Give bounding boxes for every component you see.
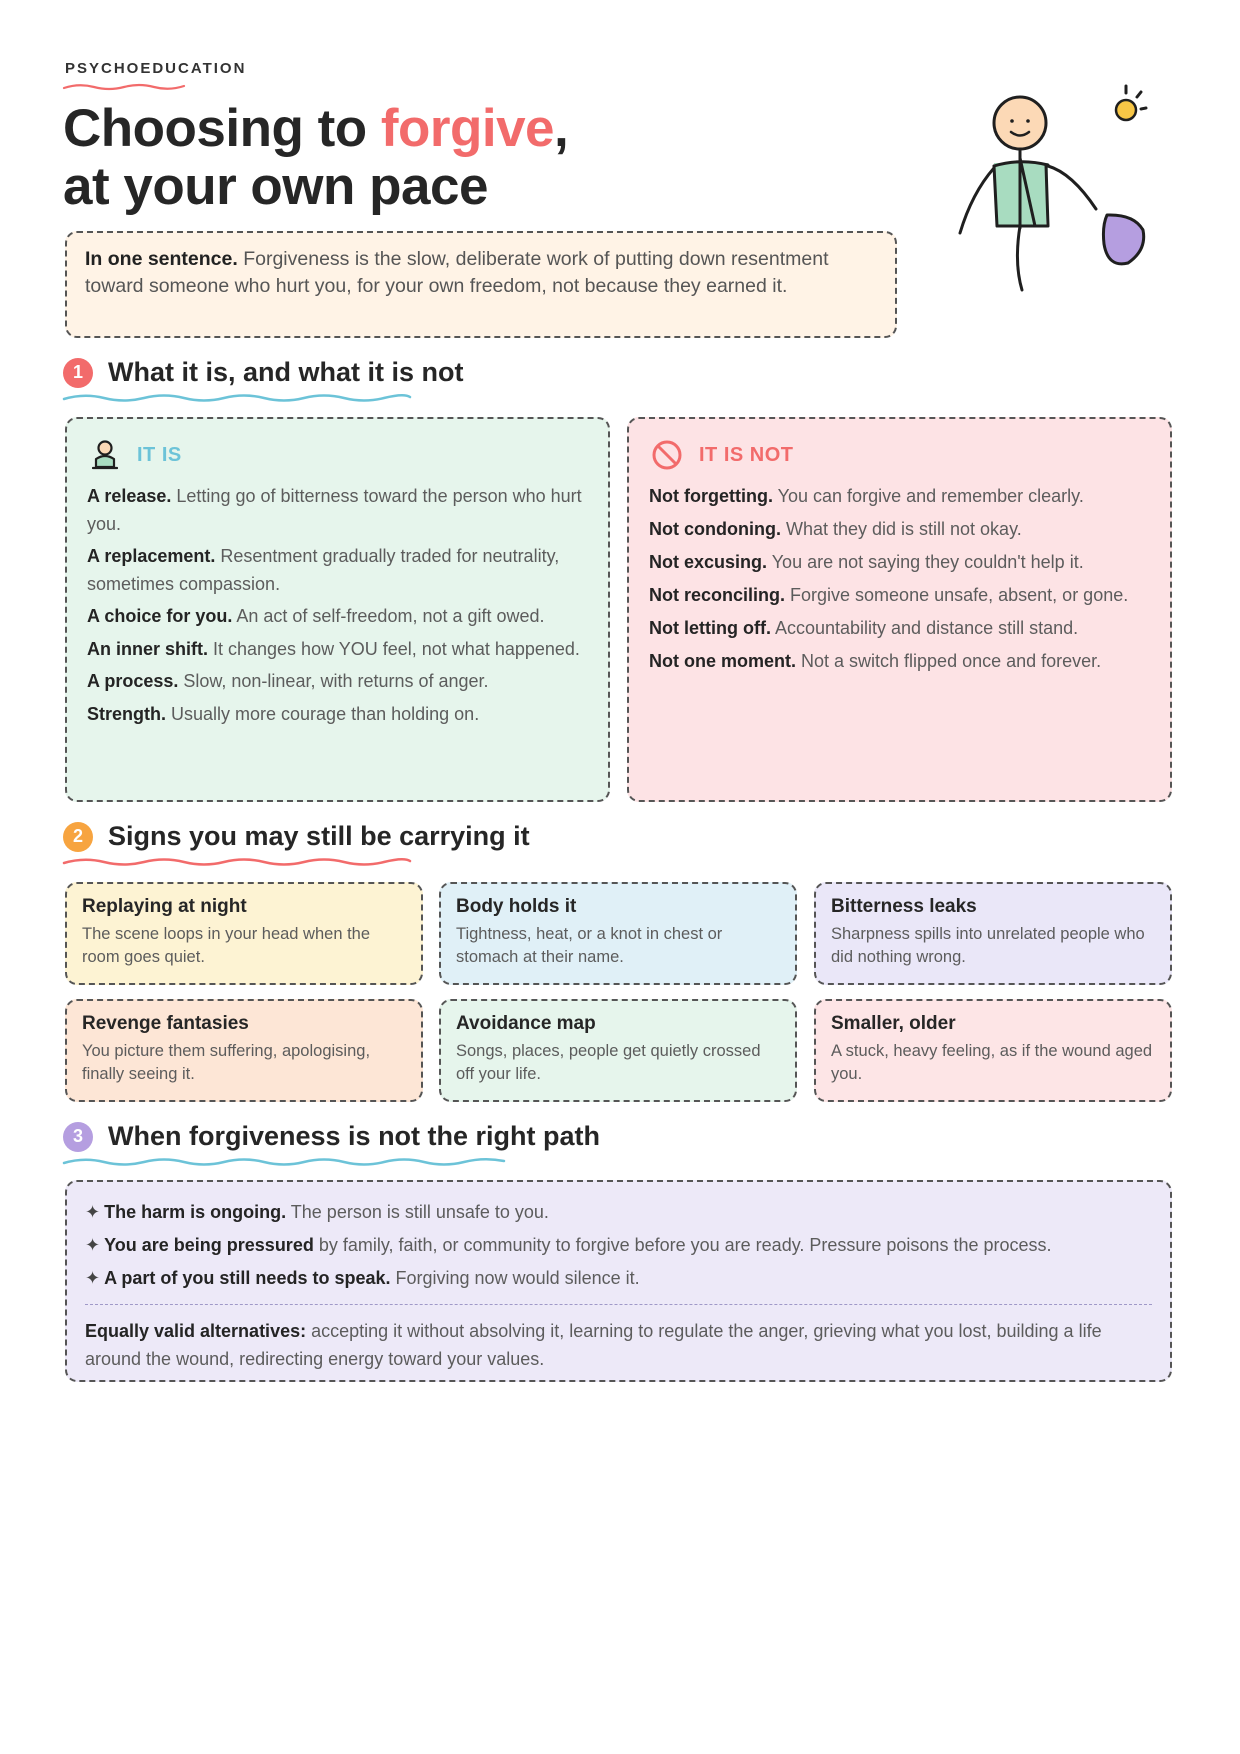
it-is-not-item: Not reconciling. Forgive someone unsafe, absent, or gone. — [649, 585, 1129, 605]
eyebrow-label: PSYCHOEDUCATION — [65, 60, 247, 77]
sign-card: Revenge fantasies You picture them suffering, apologising, finally seeing it. — [65, 999, 423, 1102]
sparkle-icon: ✦ — [85, 1235, 101, 1255]
it-is-item: A replacement. Resentment gradually traded for neutrality, sometimes compassion. — [87, 546, 560, 594]
section-2-header — [63, 821, 530, 852]
it-is-label: IT IS — [137, 443, 182, 466]
sparkle-icon: ✦ — [85, 1268, 101, 1288]
section-3-title: When forgiveness is not the right path — [108, 1121, 601, 1151]
it-is-item: A process. Slow, non-linear, with returns of anger. — [87, 671, 489, 691]
it-is-not-item: Not forgetting. You can forgive and remember clearly. — [649, 486, 1084, 506]
it-is-item: A choice for you. An act of self-freedom, not a gift owed. — [87, 606, 545, 626]
it-is-not-label: IT IS NOT — [699, 443, 794, 466]
section-3-header — [63, 1121, 600, 1152]
sign-card: Bitterness leaks Sharpness spills into unrelated people who did nothing wrong. — [814, 882, 1172, 985]
eyebrow-underline — [62, 82, 186, 92]
prohibited-icon — [649, 437, 685, 473]
section-3-number: 3 — [63, 1122, 93, 1152]
person-illustration-icon — [950, 78, 1160, 298]
it-is-not-item: Not letting off. Accountability and distance still stand. — [649, 618, 1079, 638]
it-is-item: An inner shift. It changes how YOU feel, not what happened. — [87, 638, 580, 659]
title-line2: at your own pace — [63, 157, 488, 216]
alt-item: ✦ You are being pressured by family, faith, or community to forgive before you are ready. Pressure poisons the process. — [85, 1235, 1052, 1255]
section-1-header — [63, 357, 464, 388]
it-is-not-item: Not condoning. What they did is still not okay. — [649, 519, 1022, 539]
sign-card: Replaying at night The scene loops in your head when the room goes quiet. — [65, 882, 423, 985]
alternatives-note: Equally valid alternatives: accepting it without absolving it, learning to regulate the anger, grieving what you lost, building a life around the wound, redirecting energy toward your values. — [85, 1321, 1102, 1369]
not-right-path-box — [65, 1180, 1172, 1382]
it-is-box — [65, 417, 610, 802]
section-2-number: 2 — [63, 822, 93, 852]
it-is-not-item: Not excusing. You are not saying they couldn't help it. — [649, 552, 1084, 572]
section-2-underline — [62, 856, 412, 868]
sign-card: Avoidance map Songs, places, people get quietly crossed off your life. — [439, 999, 797, 1102]
it-is-not-item: Not one moment. Not a switch flipped once and forever. — [649, 651, 1102, 671]
sign-card: Smaller, older A stuck, heavy feeling, as if the wound aged you. — [814, 999, 1172, 1102]
alt-item: ✦ The harm is ongoing. The person is still unsafe to you. — [85, 1202, 549, 1222]
it-is-item: A release. Letting go of bitterness toward the person who hurt you. — [87, 486, 582, 534]
title-part2: , — [554, 99, 569, 158]
divider — [85, 1304, 1152, 1305]
sparkle-icon: ✦ — [85, 1202, 101, 1222]
summary-box — [65, 231, 897, 338]
title-accent: forgive — [380, 99, 555, 158]
alt-item: ✦ A part of you still needs to speak. Forgiving now would silence it. — [85, 1268, 640, 1288]
section-1-title: What it is, and what it is not — [108, 357, 464, 387]
sign-card: Body holds it Tightness, heat, or a knot in chest or stomach at their name. — [439, 882, 797, 985]
section-2-title: Signs you may still be carrying it — [108, 821, 530, 851]
it-is-not-box — [627, 417, 1172, 802]
it-is-item: Strength. Usually more courage than holding on. — [87, 703, 480, 724]
section-1-underline — [62, 392, 412, 404]
summary-lead: In one sentence. — [85, 248, 238, 270]
page-title — [63, 100, 568, 216]
person-icon — [87, 437, 123, 473]
signs-grid — [65, 882, 1172, 1102]
title-part1: Choosing to — [63, 99, 381, 158]
section-3-underline — [62, 1156, 507, 1168]
section-1-number: 1 — [63, 358, 93, 388]
summary-text: Forgiveness is the slow, deliberate work of putting down resentment toward someone who hurt you, for your own freedom, not because they earned it. — [85, 248, 829, 297]
